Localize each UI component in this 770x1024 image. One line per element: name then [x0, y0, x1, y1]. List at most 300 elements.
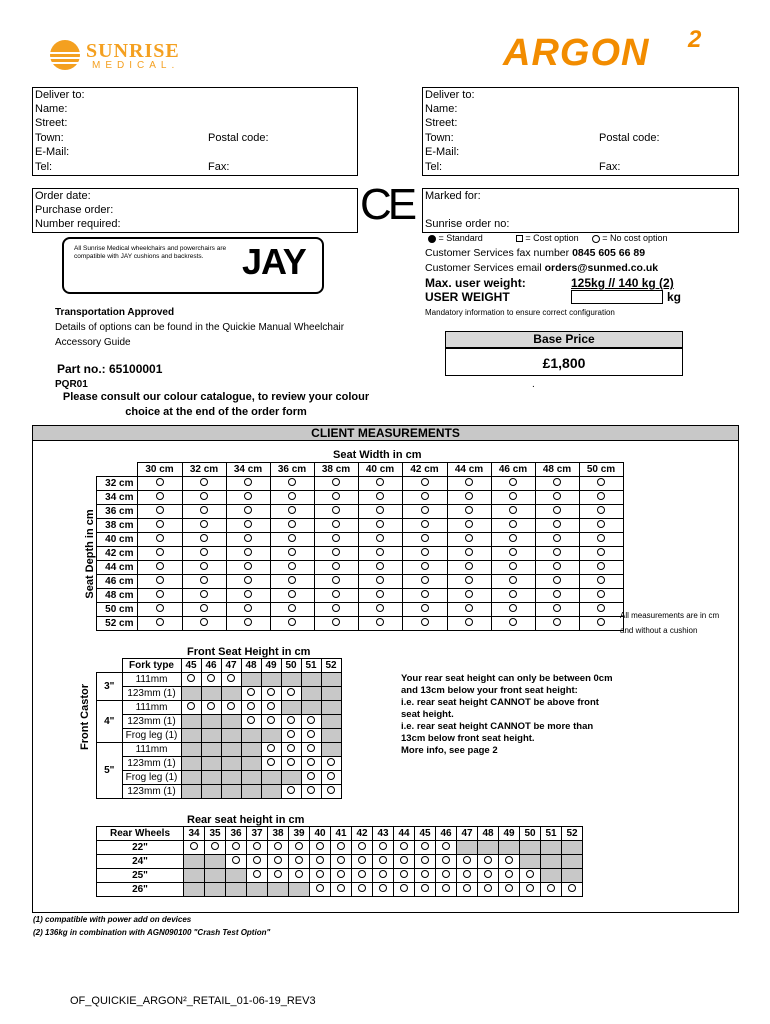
seat-size-option[interactable]	[358, 547, 402, 561]
seat-size-option[interactable]	[447, 533, 491, 547]
front-height-option[interactable]	[301, 743, 321, 757]
seat-size-option[interactable]	[182, 505, 226, 519]
option-radio-icon[interactable]	[244, 534, 252, 542]
option-radio-icon[interactable]	[465, 534, 473, 542]
seat-size-option[interactable]	[182, 617, 226, 631]
option-radio-icon[interactable]	[190, 842, 198, 850]
front-height-option[interactable]	[301, 715, 321, 729]
seat-size-option[interactable]	[358, 617, 402, 631]
rear-height-option[interactable]	[226, 841, 247, 855]
rear-height-option[interactable]	[331, 869, 352, 883]
option-radio-icon[interactable]	[465, 548, 473, 556]
seat-size-option[interactable]	[137, 575, 182, 589]
seat-size-option[interactable]	[226, 477, 270, 491]
seat-size-option[interactable]	[314, 547, 358, 561]
option-radio-icon[interactable]	[442, 884, 450, 892]
front-height-option[interactable]	[241, 687, 261, 701]
seat-size-option[interactable]	[402, 477, 447, 491]
seat-size-option[interactable]	[314, 589, 358, 603]
option-radio-icon[interactable]	[200, 562, 208, 570]
option-radio-icon[interactable]	[156, 506, 164, 514]
seat-size-option[interactable]	[226, 617, 270, 631]
seat-size-option[interactable]	[270, 575, 314, 589]
option-radio-icon[interactable]	[421, 884, 429, 892]
marked-for-field[interactable]: Marked for:	[425, 190, 481, 202]
option-radio-icon[interactable]	[442, 870, 450, 878]
option-radio-icon[interactable]	[379, 842, 387, 850]
front-height-option[interactable]	[221, 701, 241, 715]
seat-size-option[interactable]	[447, 491, 491, 505]
option-radio-icon[interactable]	[597, 590, 605, 598]
seat-size-option[interactable]	[402, 603, 447, 617]
front-height-option[interactable]	[321, 771, 341, 785]
option-radio-icon[interactable]	[376, 534, 384, 542]
seat-size-option[interactable]	[535, 589, 579, 603]
option-radio-icon[interactable]	[553, 506, 561, 514]
rear-height-option[interactable]	[373, 869, 394, 883]
option-radio-icon[interactable]	[244, 590, 252, 598]
option-radio-icon[interactable]	[287, 758, 295, 766]
option-radio-icon[interactable]	[156, 562, 164, 570]
seat-size-option[interactable]	[137, 561, 182, 575]
seat-size-option[interactable]	[447, 589, 491, 603]
front-height-option[interactable]	[321, 785, 341, 799]
option-radio-icon[interactable]	[400, 884, 408, 892]
rear-height-option[interactable]	[415, 841, 436, 855]
seat-size-option[interactable]	[314, 603, 358, 617]
option-radio-icon[interactable]	[332, 548, 340, 556]
rear-height-option[interactable]	[499, 855, 520, 869]
option-radio-icon[interactable]	[267, 744, 275, 752]
seat-size-option[interactable]	[137, 491, 182, 505]
seat-size-option[interactable]	[314, 505, 358, 519]
option-radio-icon[interactable]	[465, 520, 473, 528]
option-radio-icon[interactable]	[156, 590, 164, 598]
option-radio-icon[interactable]	[553, 604, 561, 612]
option-radio-icon[interactable]	[232, 842, 240, 850]
postal-field[interactable]: Postal code:	[208, 132, 269, 144]
rear-height-option[interactable]	[289, 855, 310, 869]
rear-height-option[interactable]	[541, 883, 562, 897]
option-radio-icon[interactable]	[526, 870, 534, 878]
seat-size-option[interactable]	[358, 491, 402, 505]
seat-size-option[interactable]	[358, 603, 402, 617]
seat-size-option[interactable]	[314, 575, 358, 589]
option-radio-icon[interactable]	[358, 884, 366, 892]
option-radio-icon[interactable]	[332, 492, 340, 500]
option-radio-icon[interactable]	[421, 520, 429, 528]
option-radio-icon[interactable]	[288, 590, 296, 598]
option-radio-icon[interactable]	[421, 590, 429, 598]
rear-height-option[interactable]	[352, 841, 373, 855]
option-radio-icon[interactable]	[463, 884, 471, 892]
seat-size-option[interactable]	[270, 491, 314, 505]
option-radio-icon[interactable]	[465, 576, 473, 584]
seat-size-option[interactable]	[182, 603, 226, 617]
seat-size-option[interactable]	[137, 533, 182, 547]
option-radio-icon[interactable]	[597, 562, 605, 570]
front-height-option[interactable]	[301, 771, 321, 785]
rear-height-option[interactable]	[436, 869, 457, 883]
option-radio-icon[interactable]	[295, 870, 303, 878]
rear-height-option[interactable]	[352, 855, 373, 869]
seat-size-option[interactable]	[270, 589, 314, 603]
town-field[interactable]: Town:	[35, 132, 64, 144]
option-radio-icon[interactable]	[332, 576, 340, 584]
seat-size-option[interactable]	[358, 589, 402, 603]
option-radio-icon[interactable]	[337, 884, 345, 892]
option-radio-icon[interactable]	[316, 884, 324, 892]
option-radio-icon[interactable]	[465, 506, 473, 514]
option-radio-icon[interactable]	[465, 590, 473, 598]
option-radio-icon[interactable]	[274, 842, 282, 850]
seat-size-option[interactable]	[182, 491, 226, 505]
option-radio-icon[interactable]	[156, 534, 164, 542]
rear-height-option[interactable]	[457, 855, 478, 869]
option-radio-icon[interactable]	[509, 590, 517, 598]
option-radio-icon[interactable]	[316, 842, 324, 850]
option-radio-icon[interactable]	[207, 674, 215, 682]
option-radio-icon[interactable]	[421, 870, 429, 878]
front-height-option[interactable]	[241, 701, 261, 715]
seat-size-option[interactable]	[579, 519, 623, 533]
option-radio-icon[interactable]	[421, 492, 429, 500]
option-radio-icon[interactable]	[505, 884, 513, 892]
option-radio-icon[interactable]	[553, 548, 561, 556]
option-radio-icon[interactable]	[200, 520, 208, 528]
option-radio-icon[interactable]	[200, 548, 208, 556]
rear-height-option[interactable]	[331, 841, 352, 855]
option-radio-icon[interactable]	[274, 870, 282, 878]
front-height-option[interactable]	[201, 673, 221, 687]
street-field[interactable]: Street:	[425, 117, 458, 129]
option-radio-icon[interactable]	[400, 842, 408, 850]
seat-size-option[interactable]	[535, 533, 579, 547]
seat-size-option[interactable]	[535, 519, 579, 533]
option-radio-icon[interactable]	[244, 478, 252, 486]
option-radio-icon[interactable]	[597, 492, 605, 500]
rear-height-option[interactable]	[310, 883, 331, 897]
rear-height-option[interactable]	[331, 883, 352, 897]
seat-size-option[interactable]	[182, 519, 226, 533]
rear-height-option[interactable]	[394, 883, 415, 897]
option-radio-icon[interactable]	[200, 590, 208, 598]
option-radio-icon[interactable]	[156, 478, 164, 486]
seat-size-option[interactable]	[579, 603, 623, 617]
option-radio-icon[interactable]	[553, 520, 561, 528]
seat-size-option[interactable]	[182, 477, 226, 491]
option-radio-icon[interactable]	[379, 856, 387, 864]
option-radio-icon[interactable]	[332, 604, 340, 612]
seat-size-option[interactable]	[402, 617, 447, 631]
option-radio-icon[interactable]	[421, 842, 429, 850]
option-radio-icon[interactable]	[505, 870, 513, 878]
option-radio-icon[interactable]	[509, 506, 517, 514]
option-radio-icon[interactable]	[307, 772, 315, 780]
rear-height-option[interactable]	[457, 869, 478, 883]
seat-size-option[interactable]	[226, 533, 270, 547]
front-height-option[interactable]	[181, 701, 201, 715]
seat-size-option[interactable]	[491, 589, 535, 603]
seat-size-option[interactable]	[491, 575, 535, 589]
street-field[interactable]: Street:	[35, 117, 68, 129]
option-radio-icon[interactable]	[288, 604, 296, 612]
option-radio-icon[interactable]	[244, 520, 252, 528]
front-height-option[interactable]	[261, 715, 281, 729]
option-radio-icon[interactable]	[597, 506, 605, 514]
option-radio-icon[interactable]	[553, 492, 561, 500]
option-radio-icon[interactable]	[465, 478, 473, 486]
front-height-option[interactable]	[261, 701, 281, 715]
option-radio-icon[interactable]	[376, 548, 384, 556]
option-radio-icon[interactable]	[327, 772, 335, 780]
option-radio-icon[interactable]	[597, 520, 605, 528]
option-radio-icon[interactable]	[358, 856, 366, 864]
option-radio-icon[interactable]	[187, 702, 195, 710]
tel-field[interactable]: Tel:	[35, 161, 53, 173]
option-radio-icon[interactable]	[307, 730, 315, 738]
option-radio-icon[interactable]	[553, 576, 561, 584]
email-field[interactable]: E-Mail:	[425, 146, 460, 158]
seat-size-option[interactable]	[358, 477, 402, 491]
rear-height-option[interactable]	[226, 855, 247, 869]
option-radio-icon[interactable]	[509, 562, 517, 570]
purchase-order-field[interactable]: Purchase order:	[35, 204, 114, 216]
seat-size-option[interactable]	[491, 603, 535, 617]
rear-height-option[interactable]	[289, 841, 310, 855]
option-radio-icon[interactable]	[553, 618, 561, 626]
seat-size-option[interactable]	[447, 617, 491, 631]
option-radio-icon[interactable]	[421, 548, 429, 556]
option-radio-icon[interactable]	[509, 548, 517, 556]
front-height-option[interactable]	[241, 715, 261, 729]
option-radio-icon[interactable]	[509, 534, 517, 542]
rear-height-option[interactable]	[436, 855, 457, 869]
option-radio-icon[interactable]	[244, 562, 252, 570]
rear-height-option[interactable]	[205, 841, 226, 855]
option-radio-icon[interactable]	[287, 716, 295, 724]
postal-field[interactable]: Postal code:	[599, 132, 660, 144]
rear-height-option[interactable]	[184, 841, 205, 855]
seat-size-option[interactable]	[226, 519, 270, 533]
option-radio-icon[interactable]	[509, 492, 517, 500]
option-radio-icon[interactable]	[421, 478, 429, 486]
front-height-option[interactable]	[201, 701, 221, 715]
option-radio-icon[interactable]	[316, 870, 324, 878]
seat-size-option[interactable]	[402, 575, 447, 589]
option-radio-icon[interactable]	[253, 842, 261, 850]
option-radio-icon[interactable]	[597, 478, 605, 486]
seat-size-option[interactable]	[182, 547, 226, 561]
seat-size-option[interactable]	[182, 589, 226, 603]
option-radio-icon[interactable]	[244, 548, 252, 556]
option-radio-icon[interactable]	[227, 674, 235, 682]
seat-size-option[interactable]	[182, 561, 226, 575]
option-radio-icon[interactable]	[442, 842, 450, 850]
front-height-option[interactable]	[321, 757, 341, 771]
seat-size-option[interactable]	[226, 589, 270, 603]
seat-size-option[interactable]	[579, 617, 623, 631]
seat-size-option[interactable]	[137, 547, 182, 561]
front-height-option[interactable]	[281, 757, 301, 771]
option-radio-icon[interactable]	[465, 604, 473, 612]
seat-size-option[interactable]	[402, 561, 447, 575]
option-radio-icon[interactable]	[295, 842, 303, 850]
option-radio-icon[interactable]	[509, 604, 517, 612]
front-height-option[interactable]	[281, 715, 301, 729]
option-radio-icon[interactable]	[211, 842, 219, 850]
option-radio-icon[interactable]	[597, 576, 605, 584]
tel-field[interactable]: Tel:	[425, 161, 443, 173]
seat-size-option[interactable]	[579, 589, 623, 603]
option-radio-icon[interactable]	[526, 884, 534, 892]
seat-size-option[interactable]	[314, 519, 358, 533]
rear-height-option[interactable]	[457, 883, 478, 897]
option-radio-icon[interactable]	[553, 562, 561, 570]
option-radio-icon[interactable]	[327, 758, 335, 766]
option-radio-icon[interactable]	[505, 856, 513, 864]
option-radio-icon[interactable]	[465, 562, 473, 570]
option-radio-icon[interactable]	[288, 534, 296, 542]
front-height-option[interactable]	[301, 729, 321, 743]
front-height-option[interactable]	[261, 743, 281, 757]
fax-field[interactable]: Fax:	[599, 161, 621, 173]
seat-size-option[interactable]	[314, 561, 358, 575]
option-radio-icon[interactable]	[287, 786, 295, 794]
option-radio-icon[interactable]	[421, 576, 429, 584]
rear-height-option[interactable]	[436, 841, 457, 855]
option-radio-icon[interactable]	[509, 478, 517, 486]
option-radio-icon[interactable]	[247, 716, 255, 724]
option-radio-icon[interactable]	[421, 562, 429, 570]
option-radio-icon[interactable]	[421, 856, 429, 864]
rear-height-option[interactable]	[247, 855, 268, 869]
seat-size-option[interactable]	[491, 561, 535, 575]
seat-size-option[interactable]	[137, 603, 182, 617]
rear-height-option[interactable]	[499, 883, 520, 897]
seat-size-option[interactable]	[535, 603, 579, 617]
town-field[interactable]: Town:	[425, 132, 454, 144]
seat-size-option[interactable]	[535, 575, 579, 589]
option-radio-icon[interactable]	[288, 618, 296, 626]
option-radio-icon[interactable]	[332, 520, 340, 528]
option-radio-icon[interactable]	[597, 618, 605, 626]
option-radio-icon[interactable]	[553, 478, 561, 486]
option-radio-icon[interactable]	[244, 492, 252, 500]
option-radio-icon[interactable]	[553, 534, 561, 542]
option-radio-icon[interactable]	[597, 548, 605, 556]
option-radio-icon[interactable]	[547, 884, 555, 892]
seat-size-option[interactable]	[535, 547, 579, 561]
seat-size-option[interactable]	[447, 547, 491, 561]
option-radio-icon[interactable]	[337, 842, 345, 850]
option-radio-icon[interactable]	[267, 702, 275, 710]
option-radio-icon[interactable]	[156, 520, 164, 528]
option-radio-icon[interactable]	[295, 856, 303, 864]
seat-size-option[interactable]	[270, 617, 314, 631]
seat-size-option[interactable]	[358, 575, 402, 589]
seat-size-option[interactable]	[535, 561, 579, 575]
fax-field[interactable]: Fax:	[208, 161, 230, 173]
seat-size-option[interactable]	[270, 533, 314, 547]
seat-size-option[interactable]	[402, 491, 447, 505]
seat-size-option[interactable]	[314, 477, 358, 491]
rear-height-option[interactable]	[478, 855, 499, 869]
seat-size-option[interactable]	[182, 575, 226, 589]
seat-size-option[interactable]	[314, 533, 358, 547]
option-radio-icon[interactable]	[568, 884, 576, 892]
option-radio-icon[interactable]	[358, 870, 366, 878]
rear-height-option[interactable]	[268, 869, 289, 883]
seat-size-option[interactable]	[447, 603, 491, 617]
order-date-field[interactable]: Order date:	[35, 190, 91, 202]
seat-size-option[interactable]	[137, 477, 182, 491]
option-radio-icon[interactable]	[288, 492, 296, 500]
seat-size-option[interactable]	[226, 547, 270, 561]
seat-size-option[interactable]	[535, 505, 579, 519]
rear-height-option[interactable]	[394, 841, 415, 855]
number-required-field[interactable]: Number required:	[35, 218, 121, 230]
seat-size-option[interactable]	[579, 533, 623, 547]
option-radio-icon[interactable]	[307, 786, 315, 794]
seat-size-option[interactable]	[137, 505, 182, 519]
seat-size-option[interactable]	[314, 491, 358, 505]
option-radio-icon[interactable]	[400, 856, 408, 864]
option-radio-icon[interactable]	[307, 744, 315, 752]
option-radio-icon[interactable]	[187, 674, 195, 682]
option-radio-icon[interactable]	[200, 506, 208, 514]
option-radio-icon[interactable]	[200, 478, 208, 486]
rear-height-option[interactable]	[478, 869, 499, 883]
name-field[interactable]: Name:	[425, 103, 458, 115]
seat-size-option[interactable]	[579, 575, 623, 589]
sunrise-order-field[interactable]: Sunrise order no:	[425, 218, 510, 230]
seat-size-option[interactable]	[402, 589, 447, 603]
option-radio-icon[interactable]	[288, 548, 296, 556]
seat-size-option[interactable]	[358, 533, 402, 547]
option-radio-icon[interactable]	[484, 870, 492, 878]
option-radio-icon[interactable]	[267, 758, 275, 766]
seat-size-option[interactable]	[182, 533, 226, 547]
option-radio-icon[interactable]	[463, 856, 471, 864]
option-radio-icon[interactable]	[332, 478, 340, 486]
option-radio-icon[interactable]	[376, 576, 384, 584]
option-radio-icon[interactable]	[200, 618, 208, 626]
seat-size-option[interactable]	[270, 547, 314, 561]
option-radio-icon[interactable]	[244, 618, 252, 626]
seat-size-option[interactable]	[447, 575, 491, 589]
seat-size-option[interactable]	[491, 519, 535, 533]
seat-size-option[interactable]	[579, 491, 623, 505]
option-radio-icon[interactable]	[376, 492, 384, 500]
option-radio-icon[interactable]	[267, 716, 275, 724]
option-radio-icon[interactable]	[316, 856, 324, 864]
option-radio-icon[interactable]	[288, 562, 296, 570]
option-radio-icon[interactable]	[288, 576, 296, 584]
option-radio-icon[interactable]	[327, 786, 335, 794]
rear-height-option[interactable]	[289, 869, 310, 883]
option-radio-icon[interactable]	[376, 618, 384, 626]
option-radio-icon[interactable]	[156, 604, 164, 612]
option-radio-icon[interactable]	[200, 576, 208, 584]
option-radio-icon[interactable]	[267, 688, 275, 696]
option-radio-icon[interactable]	[200, 492, 208, 500]
front-height-option[interactable]	[281, 687, 301, 701]
option-radio-icon[interactable]	[288, 478, 296, 486]
seat-size-option[interactable]	[535, 617, 579, 631]
seat-size-option[interactable]	[447, 561, 491, 575]
seat-size-option[interactable]	[402, 533, 447, 547]
